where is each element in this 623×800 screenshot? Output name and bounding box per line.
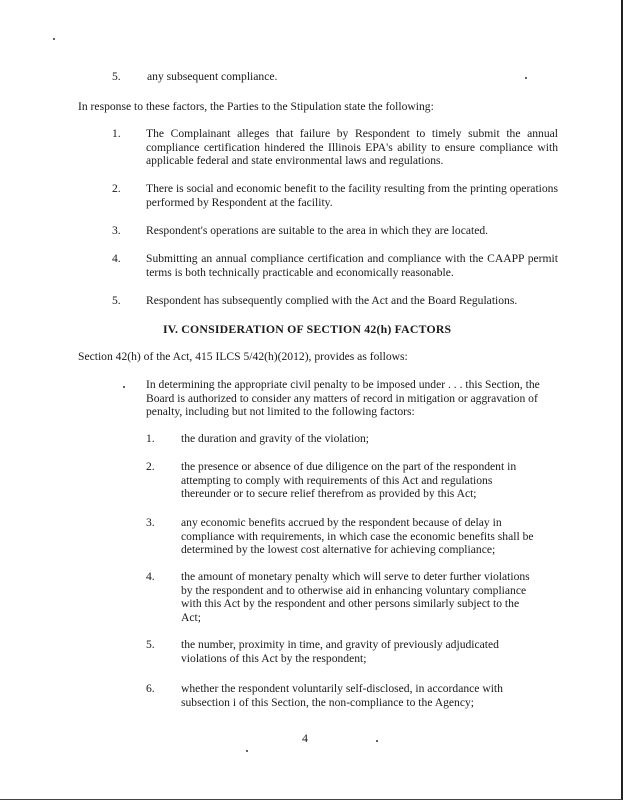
scan-speck — [246, 750, 248, 752]
page-number: 4 — [302, 731, 308, 745]
factor-number: 2. — [146, 460, 155, 473]
factor-text: the presence or absence of due diligence on the part of the respondent in attempting to comply with requirements of this Act and regulations thereunder or to secure relief therefrom as provided by this Act; — [181, 460, 517, 501]
factor-number: 6. — [146, 682, 155, 695]
factor-text: the duration and gravity of the violation; — [181, 432, 370, 445]
factor-number: 5. — [146, 638, 155, 651]
scan-speck — [376, 740, 378, 742]
scan-speck — [525, 77, 527, 79]
finding-text: Respondent has subsequently complied with the Act and the Board Regulations. — [146, 294, 518, 307]
factor-text: any economic benefits accrued by the respondent because of delay in compliance with requirements, in which case the economic benefits shall be determined by the lowest cost alternative for achieving compliance; — [181, 516, 534, 557]
finding-text: There is social and economic benefit to the facility resulting from the printing operations performed by Respondent at the facility. — [146, 182, 558, 209]
scan-speck — [123, 386, 125, 388]
intro-text: In response to these factors, the Parties to the Stipulation state the following: — [78, 100, 434, 113]
factor-text: whether the respondent voluntarily self-disclosed, in accordance with subsection i of this Section, the non-compliance to the Agency; — [181, 682, 503, 709]
factor-text: the number, proximity in time, and gravity of previously adjudicated violations of this Act by the respondent; — [181, 638, 499, 665]
list-number: 5. — [112, 70, 121, 83]
finding-text: Respondent's operations are suitable to the area in which they are located. — [146, 224, 489, 237]
factor-number: 1. — [146, 432, 155, 445]
factor-number: 4. — [146, 570, 155, 583]
quote-intro-text: In determining the appropriate civil penalty to be imposed under . . . this Section, the Board is authorized to consider any matters of record in mitigation or aggravation of penalty, including but not limited to the following factors: — [146, 378, 540, 419]
section-heading: IV. CONSIDERATION OF SECTION 42(h) FACTORS — [163, 322, 452, 336]
scan-speck — [53, 38, 55, 40]
list-item-text: any subsequent compliance. — [147, 70, 278, 83]
finding-number: 2. — [112, 182, 121, 195]
finding-text: Submitting an annual compliance certification and compliance with the CAAPP permit terms is both technically practicable and economically reasonable. — [146, 252, 558, 279]
finding-number: 4. — [112, 252, 121, 265]
factor-number: 3. — [146, 516, 155, 529]
finding-number: 1. — [112, 127, 121, 140]
section-intro-text: Section 42(h) of the Act, 415 ILCS 5/42(h)(2012), provides as follows: — [78, 350, 408, 363]
finding-number: 5. — [112, 294, 121, 307]
finding-number: 3. — [112, 224, 121, 237]
finding-text: The Complainant alleges that failure by Respondent to timely submit the annual compliance certification hindered the Illinois EPA's ability to ensure compliance with applicable federal and state environmental laws and regulations. — [146, 127, 558, 168]
factor-text: the amount of monetary penalty which will serve to deter further violations by the respondent and to otherwise aid in enhancing voluntary compliance with this Act by the respondent and other persons similarly subject to the Act; — [181, 570, 530, 624]
